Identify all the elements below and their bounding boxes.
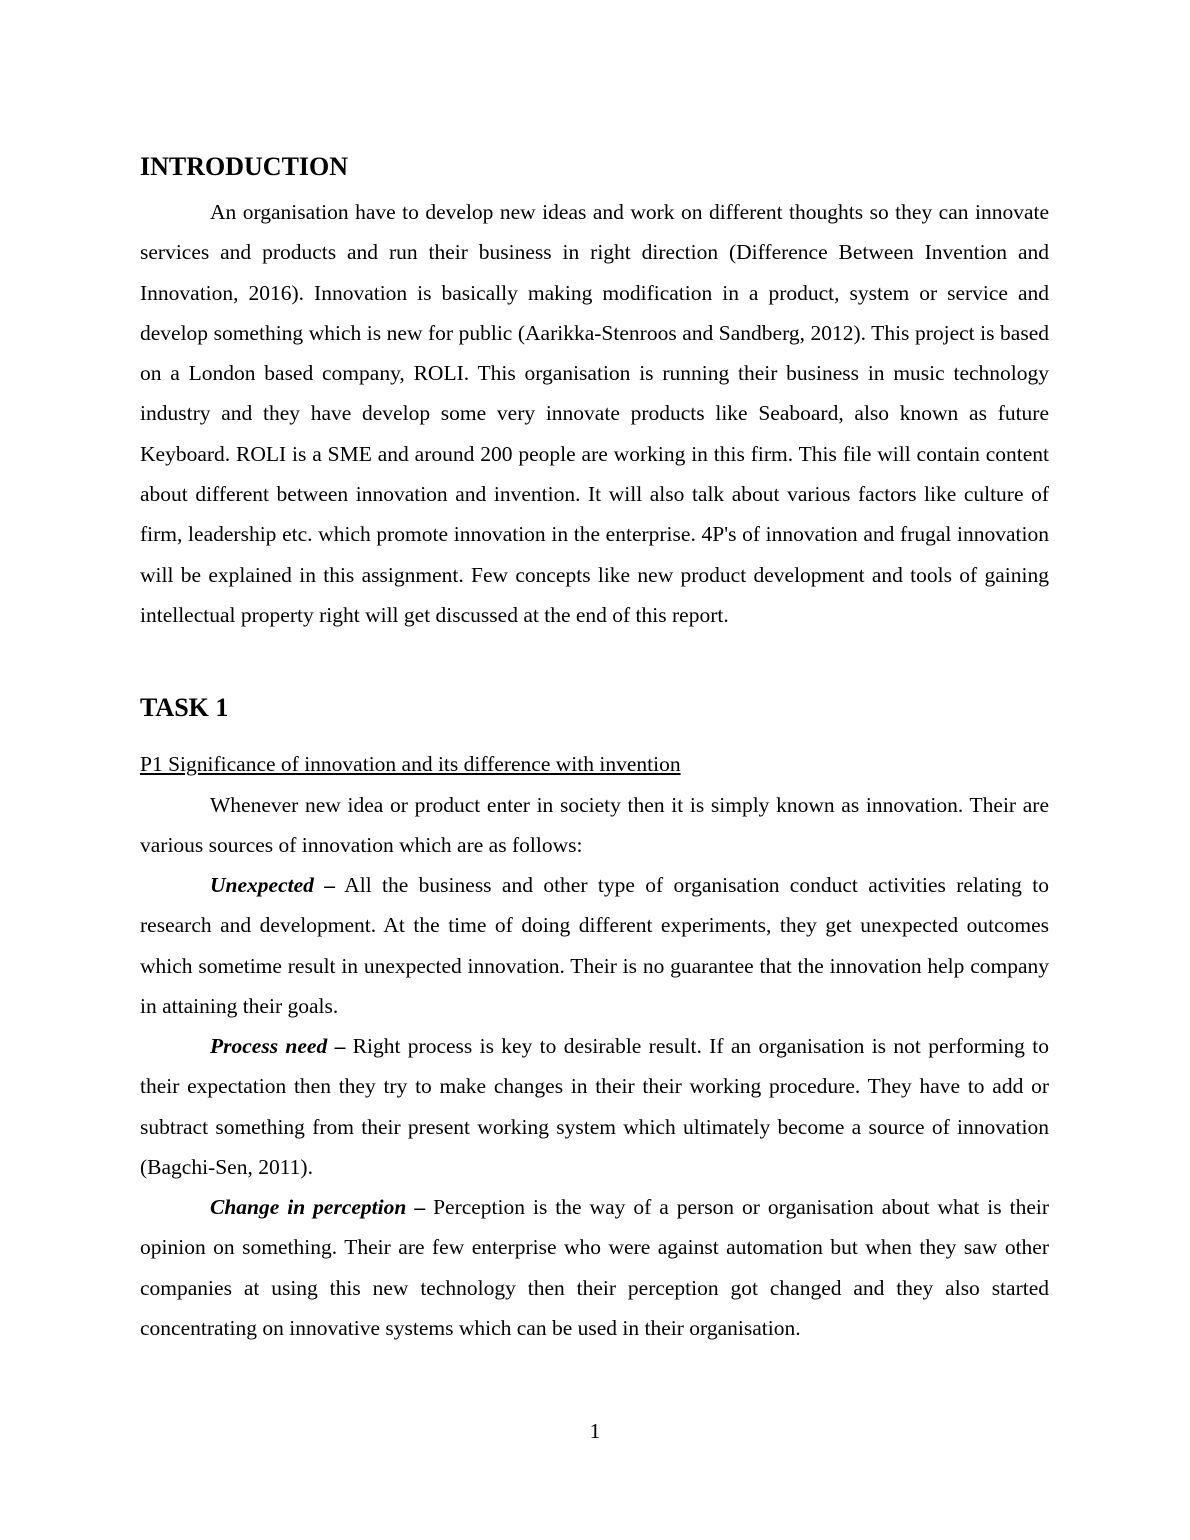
source-dash: – [334, 1034, 346, 1058]
source-item-change-in-perception [140, 1187, 1049, 1348]
source-dash: – [324, 873, 336, 897]
source-term: Change in perception [210, 1195, 407, 1219]
source-term: Process need [210, 1034, 328, 1058]
source-item-process-need [140, 1026, 1049, 1187]
source-description: Right process is key to desirable result. If an organisation is not performing to their expectation then they try to make changes in their their working procedure. They have to add or subtract something from their present working system which ultimately become a source of innovation (Bagchi-Sen, 2011). [140, 1034, 1049, 1179]
source-item-unexpected [140, 865, 1049, 1026]
source-description: Perception is the way of a person or organisation about what is their opinion on something. Their are few enterprise who were against automation but when they saw other companies at using this new technology then their perception got changed and they also started concentrating on innovative systems which can be used in their organisation. [140, 1195, 1050, 1340]
page-number: 1 [589, 1419, 601, 1443]
source-description: All the business and other type of organisation conduct activities relating to research and development. At the time of doing different experiments, they get unexpected outcomes which sometime result in unexpected innovation. Their is no guarantee that the innovation help company in attaining their goals. [140, 873, 1049, 1018]
intro-heading: INTRODUCTION [140, 152, 349, 181]
task1-intro-paragraph: Whenever new idea or product enter in society then it is simply known as innovation. Their are various sources of innovation which are as follows: [140, 793, 1049, 858]
source-term: Unexpected [210, 873, 314, 897]
task1-heading: TASK 1 [140, 693, 229, 722]
source-dash: – [414, 1195, 426, 1219]
task1-subheading: P1 Significance of innovation and its difference with invention [140, 752, 681, 776]
intro-paragraph: An organisation have to develop new ideas and work on different thoughts so they can innovate services and products and run their business in right direction (Difference Between Invention and Innovation, 2016). Innovation is basically making modification in a product, system or service and develop something which is new for public (Aarikka-Stenroos and Sandberg, 2012). This project is based on a London based company, ROLI. This organisation is running their business in music technology industry and they have develop some very innovate products like Seaboard, also known as future Keyboard. ROLI is a SME and around 200 people are working in this firm. This file will contain content about different between innovation and invention. It will also talk about various factors like culture of firm, leadership etc. which promote innovation in the enterprise. 4P's of innovation and frugal innovation will be explained in this assignment. Few concepts like new product development and tools of gaining intellectual property right will get discussed at the end of this report. [140, 200, 1049, 627]
